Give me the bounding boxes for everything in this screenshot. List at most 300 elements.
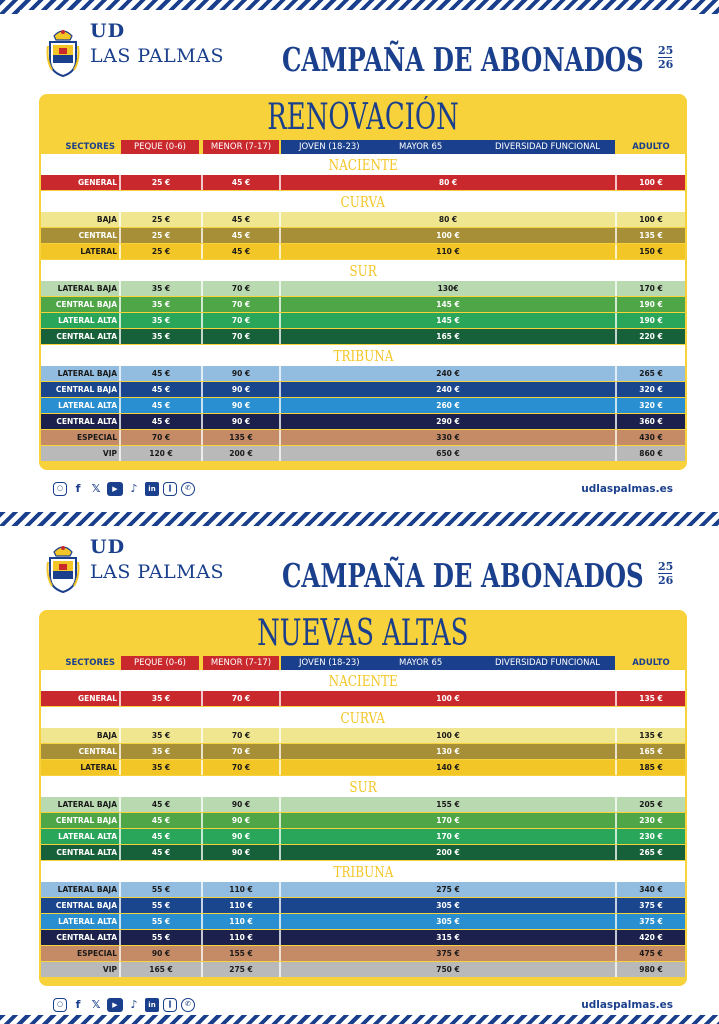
column-divider (119, 882, 121, 897)
column-divider (201, 398, 203, 413)
column-divider (201, 962, 203, 977)
column-divider (615, 914, 617, 929)
table-row-general (41, 691, 685, 706)
price-peque: 55 € (151, 933, 171, 942)
brand-name: LAS PALMAS (90, 45, 224, 67)
header-diversidad: DIVERSIDAD FUNCIONAL (495, 142, 601, 152)
price-menor: 90 € (231, 848, 251, 857)
price-joven-mayor-diversidad: 80 € (438, 215, 458, 224)
youtube-icon[interactable]: ▶ (107, 998, 123, 1012)
price-joven-mayor-diversidad: 240 € (436, 385, 460, 394)
linkedin-icon[interactable]: in (145, 482, 159, 496)
column-divider (119, 914, 121, 929)
column-divider (201, 212, 203, 227)
sector-name: LATERAL BAJA (57, 800, 117, 809)
sector-name: BAJA (96, 215, 117, 224)
price-peque: 45 € (151, 816, 171, 825)
sector-name: CENTRAL ALTA (56, 848, 117, 857)
table-row-sur-lateral-baja (41, 281, 685, 296)
price-joven-mayor-diversidad: 315 € (436, 933, 460, 942)
price-adulto: 320 € (639, 401, 663, 410)
bottom-stripe (0, 1015, 719, 1024)
sector-name: CENTRAL ALTA (56, 417, 117, 426)
price-joven-mayor-diversidad: 330 € (436, 433, 460, 442)
price-joven-mayor-diversidad: 650 € (436, 449, 460, 458)
column-divider (201, 898, 203, 913)
price-peque: 25 € (151, 247, 171, 256)
column-divider (201, 297, 203, 312)
table-row-curva-lateral (41, 760, 685, 775)
price-menor: 70 € (231, 747, 251, 756)
price-adulto: 205 € (639, 800, 663, 809)
column-divider (615, 797, 617, 812)
sector-name: LATERAL BAJA (57, 885, 117, 894)
sector-name: LATERAL (80, 763, 117, 772)
price-joven-mayor-diversidad: 100 € (436, 231, 460, 240)
section-naciente: NACIENTE (41, 670, 685, 691)
table-row-tribuna-central-alta (41, 930, 685, 945)
column-divider (615, 930, 617, 945)
column-divider (279, 329, 281, 344)
price-peque: 55 € (151, 885, 171, 894)
whatsapp-icon[interactable]: ✆ (181, 482, 195, 496)
price-joven-mayor-diversidad: 100 € (436, 731, 460, 740)
sector-name: ESPECIAL (76, 433, 117, 442)
sector-name: VIP (102, 965, 117, 974)
price-joven-mayor-diversidad: 100 € (436, 694, 460, 703)
price-menor: 45 € (231, 178, 251, 187)
column-divider (119, 446, 121, 461)
brand-ud: UD (90, 536, 126, 558)
table-row-vip (41, 962, 685, 977)
sector-name: LATERAL (80, 247, 117, 256)
season-top: 25 (658, 560, 674, 573)
facebook-icon[interactable]: f (75, 998, 81, 1011)
sector-name: LATERAL ALTA (58, 401, 117, 410)
column-divider (279, 760, 281, 775)
price-peque: 55 € (151, 901, 171, 910)
column-divider (615, 244, 617, 259)
table-row-curva-baja (41, 212, 685, 227)
header-menor: MENOR (7-17) (203, 140, 279, 154)
column-divider (279, 914, 281, 929)
price-joven-mayor-diversidad: 145 € (436, 300, 460, 309)
price-joven-mayor-diversidad: 170 € (436, 816, 460, 825)
price-menor: 110 € (229, 885, 253, 894)
season-label (658, 560, 673, 587)
column-divider (201, 430, 203, 445)
panel-title: NUEVAS ALTAS (257, 613, 469, 654)
price-joven-mayor-diversidad: 130 € (436, 747, 460, 756)
column-divider (119, 398, 121, 413)
season-top: 25 (658, 44, 674, 57)
price-menor: 200 € (229, 449, 253, 458)
x-icon[interactable]: 𝕏 (91, 998, 101, 1011)
table-row-curva-central (41, 744, 685, 759)
column-divider (119, 845, 121, 860)
price-adulto: 340 € (639, 885, 663, 894)
sector-name: CENTRAL BAJA (55, 300, 117, 309)
column-divider (119, 744, 121, 759)
price-menor: 110 € (229, 933, 253, 942)
panel-title: RENOVACIÓN (267, 97, 459, 138)
price-adulto: 375 € (639, 901, 663, 910)
table-row-vip (41, 446, 685, 461)
price-peque: 25 € (151, 231, 171, 240)
header-diversidad: DIVERSIDAD FUNCIONAL (495, 658, 601, 668)
price-joven-mayor-diversidad: 305 € (436, 901, 460, 910)
sector-name: VIP (102, 449, 117, 458)
sector-name: CENTRAL BAJA (55, 816, 117, 825)
price-peque: 55 € (151, 917, 171, 926)
price-joven-mayor-diversidad: 750 € (436, 965, 460, 974)
price-adulto: 265 € (639, 848, 663, 857)
column-divider (279, 366, 281, 381)
column-divider (201, 414, 203, 429)
column-divider (279, 691, 281, 706)
column-divider (119, 946, 121, 961)
price-joven-mayor-diversidad: 80 € (438, 178, 458, 187)
column-divider (201, 244, 203, 259)
price-peque: 35 € (151, 300, 171, 309)
price-menor: 45 € (231, 215, 251, 224)
price-menor: 70 € (231, 763, 251, 772)
linkedin-icon[interactable]: in (145, 998, 159, 1012)
table-row-sur-central-baja (41, 297, 685, 312)
column-divider (201, 228, 203, 243)
column-divider (615, 313, 617, 328)
column-divider (201, 281, 203, 296)
sector-name: LATERAL BAJA (57, 284, 117, 293)
price-table (41, 656, 685, 978)
column-divider (201, 313, 203, 328)
table-row-curva-baja (41, 728, 685, 743)
price-adulto: 430 € (639, 433, 663, 442)
price-peque: 25 € (151, 215, 171, 224)
price-menor: 45 € (231, 247, 251, 256)
price-menor: 110 € (229, 901, 253, 910)
column-divider (615, 398, 617, 413)
column-divider (279, 382, 281, 397)
brand (90, 538, 224, 582)
column-divider (201, 366, 203, 381)
column-divider (279, 728, 281, 743)
tiktok-icon[interactable]: ♪ (130, 998, 138, 1011)
table-row-tribuna-lateral-alta (41, 398, 685, 413)
column-divider (201, 691, 203, 706)
price-peque: 45 € (151, 417, 171, 426)
header-joven: JOVEN (18-23) (299, 658, 360, 668)
section-naciente: NACIENTE (41, 154, 685, 175)
column-divider (615, 760, 617, 775)
price-adulto: 190 € (639, 316, 663, 325)
price-adulto: 135 € (639, 694, 663, 703)
table-row-tribuna-lateral-alta (41, 914, 685, 929)
season-label (658, 44, 673, 71)
price-joven-mayor-diversidad: 240 € (436, 369, 460, 378)
price-peque: 25 € (151, 178, 171, 187)
column-divider (615, 297, 617, 312)
header-mayor: MAYOR 65 (399, 142, 443, 152)
column-divider (279, 212, 281, 227)
column-divider (201, 829, 203, 844)
section-tribuna: TRIBUNA (41, 345, 685, 366)
column-divider (279, 297, 281, 312)
price-menor: 70 € (231, 300, 251, 309)
sector-name: ESPECIAL (76, 949, 117, 958)
column-divider (119, 244, 121, 259)
column-divider (119, 829, 121, 844)
sector-name: CENTRAL BAJA (55, 385, 117, 394)
social-links (53, 998, 195, 1012)
sector-name: LATERAL BAJA (57, 369, 117, 378)
column-divider (615, 430, 617, 445)
column-divider (279, 281, 281, 296)
table-row-sur-central-baja (41, 813, 685, 828)
column-divider (615, 281, 617, 296)
price-adulto: 100 € (639, 215, 663, 224)
price-adulto: 150 € (639, 247, 663, 256)
column-divider (201, 882, 203, 897)
twitch-icon[interactable]: ‖ (163, 998, 177, 1012)
club-crest-icon (46, 26, 80, 78)
price-joven-mayor-diversidad: 375 € (436, 949, 460, 958)
column-divider (615, 414, 617, 429)
column-divider (615, 946, 617, 961)
column-divider (201, 946, 203, 961)
sector-name: GENERAL (77, 178, 117, 187)
price-adulto: 135 € (639, 231, 663, 240)
campaign-title: CAMPAÑA DE ABONADOS (282, 556, 644, 595)
club-crest-icon (46, 542, 80, 594)
column-divider (119, 329, 121, 344)
price-adulto: 185 € (639, 763, 663, 772)
header-peque: PEQUE (0-6) (121, 656, 199, 670)
column-divider (119, 297, 121, 312)
column-divider (119, 382, 121, 397)
column-divider (279, 313, 281, 328)
price-menor: 90 € (231, 401, 251, 410)
price-peque: 45 € (151, 385, 171, 394)
price-menor: 90 € (231, 832, 251, 841)
website-link[interactable]: udlaspalmas.es (581, 999, 673, 1011)
price-menor: 70 € (231, 284, 251, 293)
section-curva: CURVA (41, 191, 685, 212)
price-adulto: 360 € (639, 417, 663, 426)
column-divider (615, 366, 617, 381)
price-joven-mayor-diversidad: 145 € (436, 316, 460, 325)
column-divider (119, 760, 121, 775)
price-panel (39, 94, 687, 470)
price-menor: 70 € (231, 694, 251, 703)
price-adulto: 320 € (639, 385, 663, 394)
facebook-icon[interactable]: f (75, 482, 81, 495)
column-divider (279, 446, 281, 461)
price-adulto: 220 € (639, 332, 663, 341)
column-divider (279, 430, 281, 445)
column-divider (615, 829, 617, 844)
column-divider (279, 930, 281, 945)
column-divider (201, 175, 203, 190)
column-divider (615, 728, 617, 743)
middle-stripe (0, 512, 719, 526)
table-row-general (41, 175, 685, 190)
price-menor: 275 € (229, 965, 253, 974)
section-tribuna: TRIBUNA (41, 861, 685, 882)
column-divider (615, 691, 617, 706)
column-divider (119, 930, 121, 945)
price-menor: 90 € (231, 385, 251, 394)
column-divider (201, 446, 203, 461)
brand-name: LAS PALMAS (90, 561, 224, 583)
social-links (53, 482, 195, 496)
header-sectores: SECTORES (65, 142, 115, 152)
table-row-especial (41, 946, 685, 961)
table-row-curva-lateral (41, 244, 685, 259)
brand (90, 22, 224, 66)
header-sectores: SECTORES (65, 658, 115, 668)
column-divider (201, 382, 203, 397)
price-menor: 155 € (229, 949, 253, 958)
tiktok-icon[interactable]: ♪ (130, 482, 138, 495)
column-divider (279, 882, 281, 897)
brand-ud: UD (90, 20, 126, 42)
table-row-tribuna-central-alta (41, 414, 685, 429)
price-peque: 35 € (151, 747, 171, 756)
poster-renovacion (20, 10, 699, 498)
table-row-sur-central-alta (41, 329, 685, 344)
column-divider (279, 175, 281, 190)
whatsapp-icon[interactable]: ✆ (181, 998, 195, 1012)
table-header (41, 656, 685, 670)
price-adulto: 230 € (639, 816, 663, 825)
price-peque: 165 € (149, 965, 173, 974)
section-curva: CURVA (41, 707, 685, 728)
price-joven-mayor-diversidad: 290 € (436, 417, 460, 426)
column-divider (119, 313, 121, 328)
price-joven-mayor-diversidad: 260 € (436, 401, 460, 410)
column-divider (279, 829, 281, 844)
column-divider (119, 898, 121, 913)
table-row-sur-lateral-alta (41, 829, 685, 844)
price-adulto: 375 € (639, 917, 663, 926)
price-menor: 90 € (231, 816, 251, 825)
sector-name: CENTRAL ALTA (56, 933, 117, 942)
price-adulto: 420 € (639, 933, 663, 942)
column-divider (119, 962, 121, 977)
section-sur: SUR (41, 776, 685, 797)
table-row-sur-lateral-alta (41, 313, 685, 328)
price-adulto: 860 € (639, 449, 663, 458)
sector-name: GENERAL (77, 694, 117, 703)
price-menor: 70 € (231, 731, 251, 740)
column-divider (279, 946, 281, 961)
season-bottom: 26 (658, 58, 674, 71)
price-joven-mayor-diversidad: 170 € (436, 832, 460, 841)
price-table (41, 140, 685, 462)
sector-name: LATERAL ALTA (58, 832, 117, 841)
price-adulto: 475 € (639, 949, 663, 958)
header-group (281, 656, 615, 670)
column-divider (615, 962, 617, 977)
sector-name: CENTRAL ALTA (56, 332, 117, 341)
price-peque: 90 € (151, 949, 171, 958)
sector-name: LATERAL ALTA (58, 316, 117, 325)
header-mayor: MAYOR 65 (399, 658, 443, 668)
sector-name: LATERAL ALTA (58, 917, 117, 926)
table-header (41, 140, 685, 154)
instagram-icon[interactable]: ○ (53, 998, 67, 1012)
price-peque: 45 € (151, 848, 171, 857)
column-divider (201, 744, 203, 759)
price-adulto: 980 € (639, 965, 663, 974)
column-divider (615, 898, 617, 913)
column-divider (201, 930, 203, 945)
column-divider (279, 845, 281, 860)
website-link[interactable]: udlaspalmas.es (581, 483, 673, 495)
column-divider (201, 728, 203, 743)
header-peque: PEQUE (0-6) (121, 140, 199, 154)
column-divider (119, 691, 121, 706)
table-row-tribuna-central-baja (41, 898, 685, 913)
column-divider (279, 797, 281, 812)
price-menor: 110 € (229, 917, 253, 926)
price-peque: 45 € (151, 369, 171, 378)
price-menor: 135 € (229, 433, 253, 442)
table-row-curva-central (41, 228, 685, 243)
price-joven-mayor-diversidad: 305 € (436, 917, 460, 926)
price-adulto: 135 € (639, 731, 663, 740)
price-peque: 35 € (151, 731, 171, 740)
price-peque: 45 € (151, 401, 171, 410)
instagram-icon[interactable]: ○ (53, 482, 67, 496)
header-adulto: ADULTO (632, 142, 670, 152)
column-divider (201, 329, 203, 344)
sector-name: BAJA (96, 731, 117, 740)
poster-nuevas-altas (20, 526, 699, 1014)
price-joven-mayor-diversidad: 140 € (436, 763, 460, 772)
price-peque: 35 € (151, 284, 171, 293)
youtube-icon[interactable]: ▶ (107, 482, 123, 496)
column-divider (119, 228, 121, 243)
column-divider (119, 281, 121, 296)
table-row-sur-lateral-baja (41, 797, 685, 812)
sector-name: CENTRAL BAJA (55, 901, 117, 910)
price-adulto: 100 € (639, 178, 663, 187)
x-icon[interactable]: 𝕏 (91, 482, 101, 495)
column-divider (615, 175, 617, 190)
price-joven-mayor-diversidad: 165 € (436, 332, 460, 341)
price-peque: 35 € (151, 332, 171, 341)
column-divider (119, 212, 121, 227)
price-menor: 90 € (231, 800, 251, 809)
column-divider (119, 813, 121, 828)
section-sur: SUR (41, 260, 685, 281)
price-peque: 35 € (151, 763, 171, 772)
column-divider (279, 962, 281, 977)
price-peque: 120 € (149, 449, 173, 458)
table-row-sur-central-alta (41, 845, 685, 860)
column-divider (201, 760, 203, 775)
price-menor: 70 € (231, 332, 251, 341)
twitch-icon[interactable]: ‖ (163, 482, 177, 496)
column-divider (615, 329, 617, 344)
price-adulto: 265 € (639, 369, 663, 378)
header-group (281, 140, 615, 154)
price-joven-mayor-diversidad: 110 € (436, 247, 460, 256)
price-panel (39, 610, 687, 986)
column-divider (119, 175, 121, 190)
